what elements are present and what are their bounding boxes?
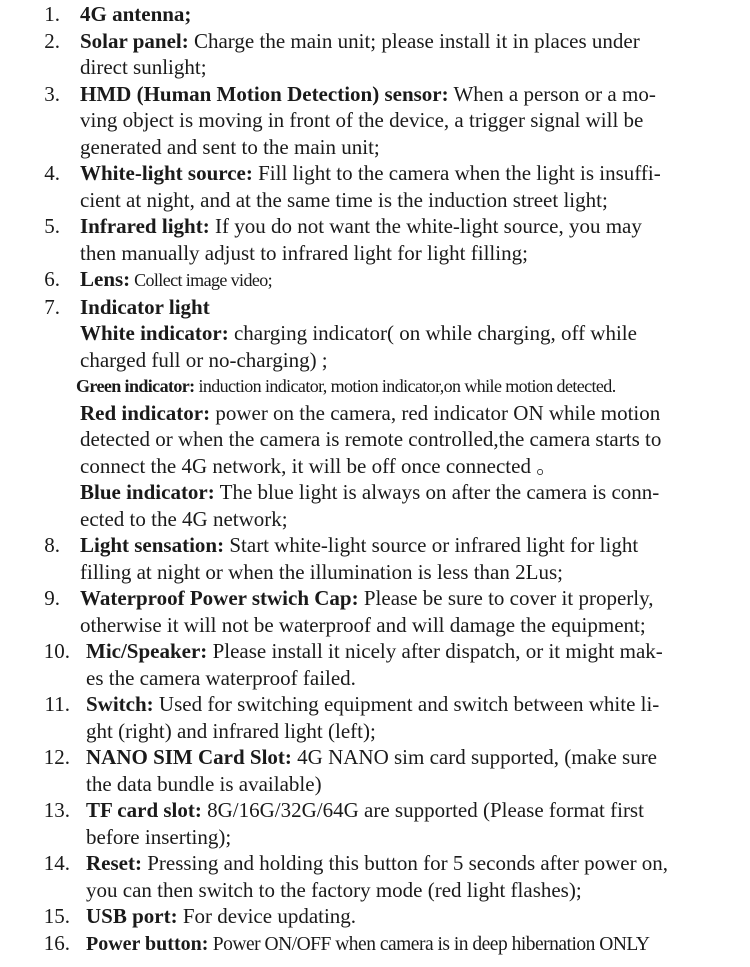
list-item-10: [0, 638, 750, 691]
item-number: 6.: [44, 267, 60, 291]
item-text: 4G NANO sim card supported, (make sure: [291, 745, 658, 769]
indicator-blue: [80, 479, 714, 532]
indicator-text: charging indicator( on while charging, off while: [228, 321, 637, 345]
indicator-text: The blue light is always on after the camera is conn-: [214, 480, 660, 504]
item-number: 4.: [44, 161, 60, 185]
indicator-text: detected or when the camera is remote controlled,the camera starts to: [80, 427, 662, 451]
indicator-text: ected to the 4G network;: [80, 506, 288, 531]
item-text: Collect image video;: [130, 270, 273, 290]
indicator-term: Green indicator:: [76, 376, 195, 396]
item-term: Infrared light:: [80, 214, 210, 238]
item-text: you can then switch to the factory mode (red light flashes);: [86, 877, 582, 902]
indicator-term: Blue indicator:: [80, 480, 215, 504]
item-number: 5.: [44, 214, 60, 238]
item-term: Switch:: [86, 692, 154, 716]
indicator-text: induction indicator, motion indicator,on while motion detected.: [194, 376, 616, 396]
list-item-1: [0, 1, 750, 28]
indicator-term: Red indicator:: [80, 400, 211, 425]
list-item-6: [0, 266, 750, 294]
item-number: 3.: [44, 81, 60, 106]
item-text: direct sunlight;: [80, 55, 207, 79]
list-item-14: [0, 850, 750, 903]
list-item-12: [0, 744, 750, 797]
item-text: Fill light to the camera when the light is insuffi-: [252, 161, 661, 185]
list-item-11: [0, 691, 750, 744]
item-text: For device updating.: [177, 904, 357, 928]
item-text: Please be sure to cover it properly,: [358, 586, 654, 610]
item-text: Used for switching equipment and switch between white li-: [153, 692, 660, 716]
item-text: the data bundle is available): [86, 771, 322, 796]
item-text: Start white-light source or infrared light for light: [224, 533, 639, 557]
indicator-term: White indicator:: [80, 321, 229, 345]
item-text: Charge the main unit; please install it in places under: [188, 28, 640, 53]
item-number: 10.: [43, 639, 70, 663]
list-item-9: [0, 585, 750, 638]
item-term: Mic/Speaker:: [86, 639, 208, 663]
list-item-15: [0, 903, 750, 930]
item-number: 13.: [43, 798, 70, 822]
item-term: Reset:: [86, 851, 142, 875]
item-term: USB port:: [86, 904, 178, 928]
item-text: generated and sent to the main unit;: [80, 134, 380, 159]
item-term: 4G antenna;: [80, 2, 192, 26]
list-item-13: [0, 797, 750, 850]
item-text: 8G/16G/32G/64G are supported (Please format first: [201, 798, 644, 822]
list-item-4: [0, 160, 750, 213]
list-item-7: [0, 294, 750, 533]
item-term: Lens:: [80, 267, 131, 291]
item-text: filling at night or when the illumination is less than 2Lus;: [80, 559, 563, 584]
item-term: Light sensation:: [80, 533, 225, 557]
list-item-3: [0, 81, 750, 161]
item-term: Solar panel:: [80, 28, 189, 53]
indicator-text: connect the 4G network, it will be off once connected 。: [80, 453, 558, 478]
item-term: White-light source:: [80, 161, 253, 185]
indicator-text: charged full or no-charging) ;: [80, 347, 328, 372]
item-text: otherwise it will not be waterproof and will damage the equipment;: [80, 612, 646, 637]
item-number: 15.: [43, 904, 70, 928]
item-number: 9.: [44, 586, 60, 610]
item-number: 2.: [44, 28, 60, 53]
item-number: 7.: [44, 294, 60, 319]
item-text: before inserting);: [86, 824, 232, 849]
item-term: Waterproof Power stwich Cap:: [80, 586, 359, 610]
item-text: ving object is moving in front of the device, a trigger signal will be: [80, 108, 644, 132]
indicator-red: [80, 400, 714, 480]
item-text: cient at night, and at the same time is the induction street light;: [80, 187, 608, 212]
item-text: If you do not want the white-light source, you may: [209, 214, 642, 238]
item-term: HMD (Human Motion Detection) sensor:: [80, 81, 449, 106]
item-text: Power ON/OFF when camera is in deep hibernation ONLY: [208, 933, 650, 955]
indicator-text: power on the camera, red indicator ON while motion: [210, 400, 661, 425]
item-text: then manually adjust to infrared light for light filling;: [80, 240, 528, 265]
item-text: es the camera waterproof failed.: [86, 665, 356, 690]
list-item-8: [0, 532, 750, 585]
item-text: Pressing and holding this button for 5 seconds after power on,: [141, 851, 669, 875]
item-number: 8.: [44, 533, 60, 557]
item-text: When a person or a mo-: [448, 81, 656, 106]
list-item-2: [0, 28, 750, 81]
item-number: 12.: [43, 745, 70, 769]
item-text: Please install it nicely after dispatch, or it might mak-: [207, 639, 663, 663]
indicator-green: [76, 373, 714, 400]
list-item-5: [0, 213, 750, 266]
list-item-16: [0, 930, 750, 959]
item-number: 11.: [44, 692, 70, 716]
item-number: 14.: [43, 851, 70, 875]
item-term: NANO SIM Card Slot:: [86, 745, 292, 769]
item-term: Indicator light: [80, 294, 210, 319]
item-number: 16.: [43, 930, 70, 955]
item-term: TF card slot:: [86, 798, 202, 822]
item-term: Power button:: [86, 932, 209, 955]
item-number: 1.: [44, 2, 60, 26]
indicator-white: [80, 320, 714, 373]
item-text: ght (right) and infrared light (left);: [86, 718, 376, 743]
